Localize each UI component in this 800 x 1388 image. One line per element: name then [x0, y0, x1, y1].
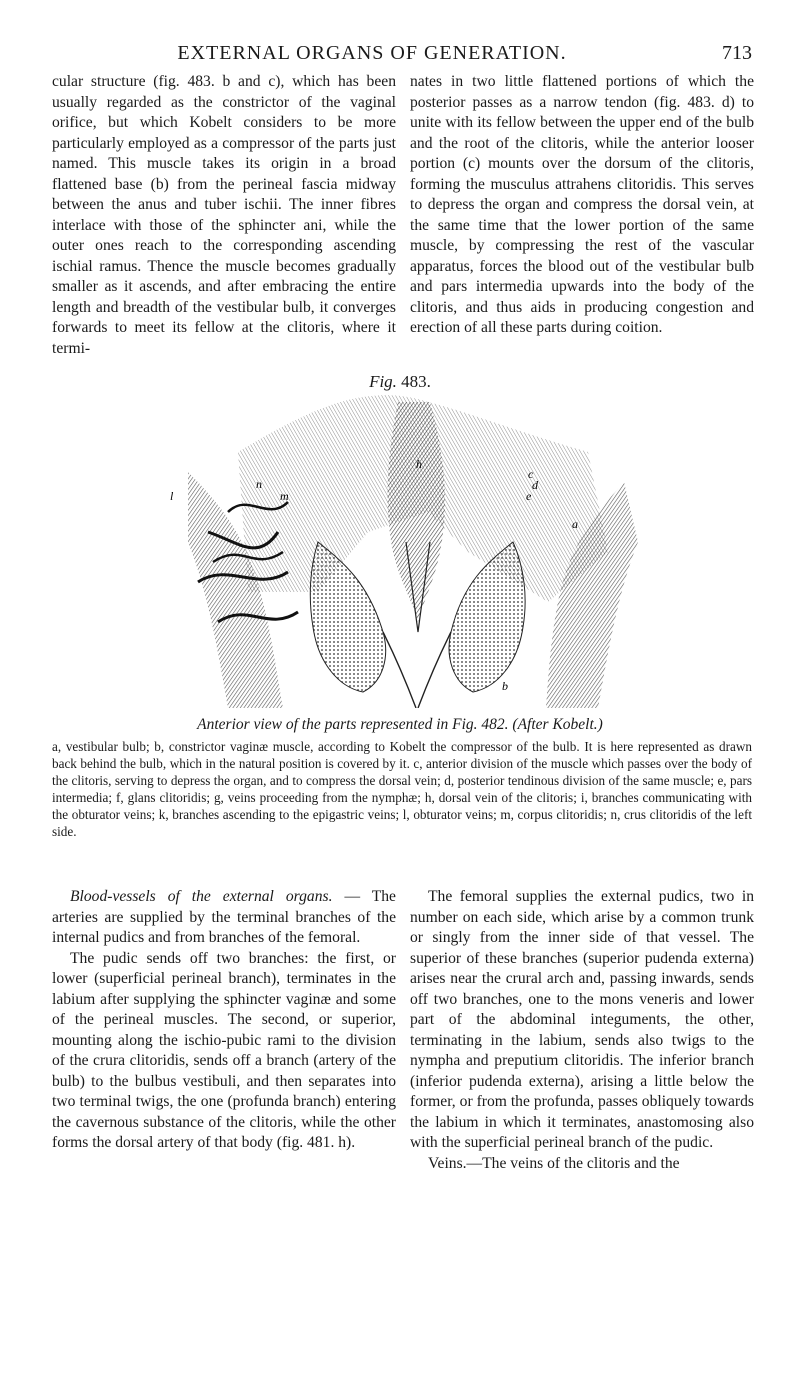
running-title: EXTERNAL ORGANS OF GENERATION. [177, 42, 567, 64]
illustration-svg [168, 392, 644, 708]
letter-b: b [502, 679, 508, 693]
anatomical-illustration [168, 392, 644, 708]
left-column-top [52, 72, 396, 359]
figure-label-number: 483. [401, 372, 431, 391]
figure-caption: a, vestibular bulb; b, constrictor vaginæ muscle, according to Kobelt the compressor of the bulb. It is here represented as drawn back behind the bulb, which in the natural position is covered by it. c, anterior division of the muscle which passes over the body of the clitoris, serving to depress the organ, and to compress the dorsal vein; d, posterior tendinous division of the same muscle; e, pars intermedia; f, glans clitoridis; g, veins proceeding from the nymphæ; h, dorsal vein of the clitoris; i, branches communicating with the obturator veins; k, branches ascending to the epigastric veins; l, obturator veins; m, corpus clitoridis; n, crus clitoridis of the left side. [52, 739, 752, 839]
section-heading: Blood-vessels of the external organs. [70, 888, 333, 905]
letter-a: a [572, 517, 578, 531]
paragraph: nates in two little flattened portions of which the posterior passes as a narrow tendon (fig. 483. d) to unite with its fellow between the upper end of the bulb and the root of the clitoris, while the anterior looser portion (c) mounts over the dorsum of the clitoris, forming the musculus attrahens clitoridis. This serves to depress the organ and compress the dorsal vein, at the same time that the lower portion of the same muscle, by compressing the rest of the vascular apparatus, forces the blood out of the vestibular bulb and pars intermedia upwards into the body of the clitoris, and thus aids in producing congestion and erection of all these parts during coition. [410, 73, 754, 336]
letter-m: m [280, 489, 289, 503]
paragraph-text: — The arteries are supplied by the terminal branches of the internal pudics and from branches of the femoral. [52, 888, 396, 946]
letter-d: d [532, 478, 538, 492]
right-column-top [410, 72, 754, 339]
left-column-bottom [52, 887, 396, 1154]
figure-label [0, 372, 800, 392]
page-number: 713 [722, 42, 752, 64]
letter-n: n [256, 477, 262, 491]
figure-caption-title: Anterior view of the parts represented in Fig. 482. (After Kobelt.) [197, 716, 603, 733]
paragraph: The pudic sends off two branches: the first, or lower (superficial perineal branch), terminates in the labium after supplying the sphincter vaginæ and some of the perineal muscles. The second, or superior, mounting along the ischio-pubic rami to the division of the crura clitoridis, sends off a branch (artery of the bulb) to the bulbus vestibuli, and then separates into two terminal twigs, the one (profunda branch) entering the cavernous substance of the clitoris, while the other forms the dorsal artery of that body (fig. 481. h). [52, 949, 396, 1151]
figure-label-prefix: Fig. [369, 372, 397, 391]
letter-c: c [528, 467, 534, 481]
paragraph: The femoral supplies the external pudics, two in number on each side, which arise by a common trunk or singly from the inner side of that vessel. The superior of these branches (superior pudenda externa) arises near the crural arch and, passing inwards, sends off two branches, one to the mons veneris and lower part of the abdominal integuments, the other, terminating in the labium, sends also twigs to the nympha and preputium clitoridis. The inferior branch (inferior pudenda externa), arising a little below the former, or from the profunda, passes obliquely towards the labium in which it terminates, anastomosing also with the superficial perineal branch of the pudic. [410, 888, 754, 1151]
letter-l: l [170, 489, 174, 503]
letter-h: h [416, 457, 422, 471]
letter-e: e [526, 489, 532, 503]
page-header [52, 42, 752, 72]
paragraph: cular structure (fig. 483. b and c), which has been usually regarded as the constrictor of the vaginal orifice, but which Kobelt considers to be more particularly employed as a compressor of the parts just named. This muscle takes its origin in a broad flattened base (b) from the perineal fascia midway between the anus and tuber ischii. The inner fibres interlace with those of the sphincter ani, while the outer ones reach to the corresponding ascending ischial ramus. Thence the muscle becomes gradually smaller as it ascends, and after embracing the entire length and breadth of the vestibular bulb, it converges forwards to meet its fellow at the clitoris, where it termi- [52, 73, 396, 357]
blood-vessels-paragraph [52, 887, 396, 949]
right-column-bottom [410, 887, 754, 1174]
paragraph: Veins.—The veins of the clitoris and the [428, 1154, 680, 1172]
